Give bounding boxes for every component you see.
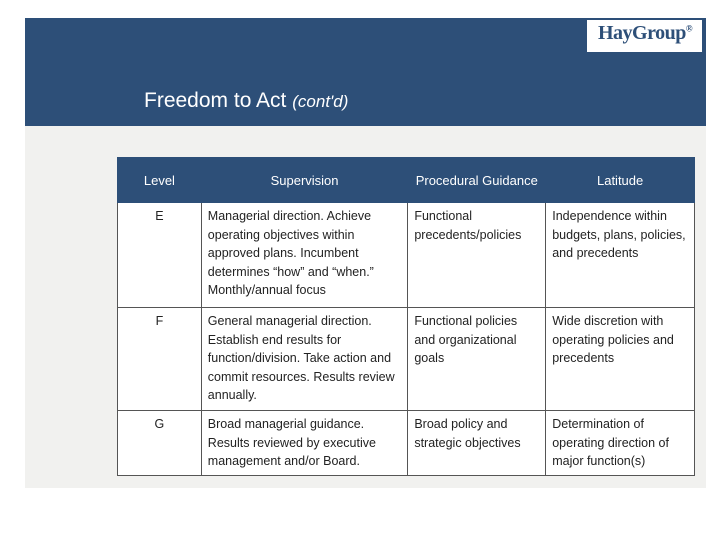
latitude-cell: Wide discretion with operating policies and precedents xyxy=(546,308,695,411)
table-row xyxy=(118,203,695,308)
latitude-cell: Determination of operating direction of major function(s) xyxy=(546,411,695,476)
level-cell: F xyxy=(118,308,202,411)
freedom-to-act-table xyxy=(117,157,695,476)
logo-registered-mark: ® xyxy=(685,23,693,34)
level-cell: E xyxy=(118,203,202,308)
guidance-cell: Functional policies and organizational goals xyxy=(408,308,546,411)
slide-title-text: Freedom to Act xyxy=(144,89,287,112)
header-supervision: Supervision xyxy=(201,158,408,203)
header-level: Level xyxy=(118,158,202,203)
logo-name: HayGroup xyxy=(598,22,686,44)
supervision-cell: Broad managerial guidance. Results reviewed by executive management and/or Board. xyxy=(201,411,408,476)
supervision-cell: Managerial direction. Achieve operating objectives within approved plans. Incumbent determines “how” and “when.” Monthly/annual focus xyxy=(201,203,408,308)
header-latitude: Latitude xyxy=(546,158,695,203)
guidance-cell: Broad policy and strategic objectives xyxy=(408,411,546,476)
supervision-cell: General managerial direction. Establish end results for function/division. Take action and commit resources. Results review annually. xyxy=(201,308,408,411)
table-row xyxy=(118,411,695,476)
header-procedural-guidance: Procedural Guidance xyxy=(408,158,546,203)
slide-title xyxy=(144,89,348,113)
table-row xyxy=(118,308,695,411)
slide-subtitle: (cont'd) xyxy=(292,92,349,111)
table-header-row xyxy=(118,158,695,203)
haygroup-logo xyxy=(598,22,692,45)
guidance-cell: Functional precedents/policies xyxy=(408,203,546,308)
level-cell: G xyxy=(118,411,202,476)
latitude-cell: Independence within budgets, plans, policies, and precedents xyxy=(546,203,695,308)
